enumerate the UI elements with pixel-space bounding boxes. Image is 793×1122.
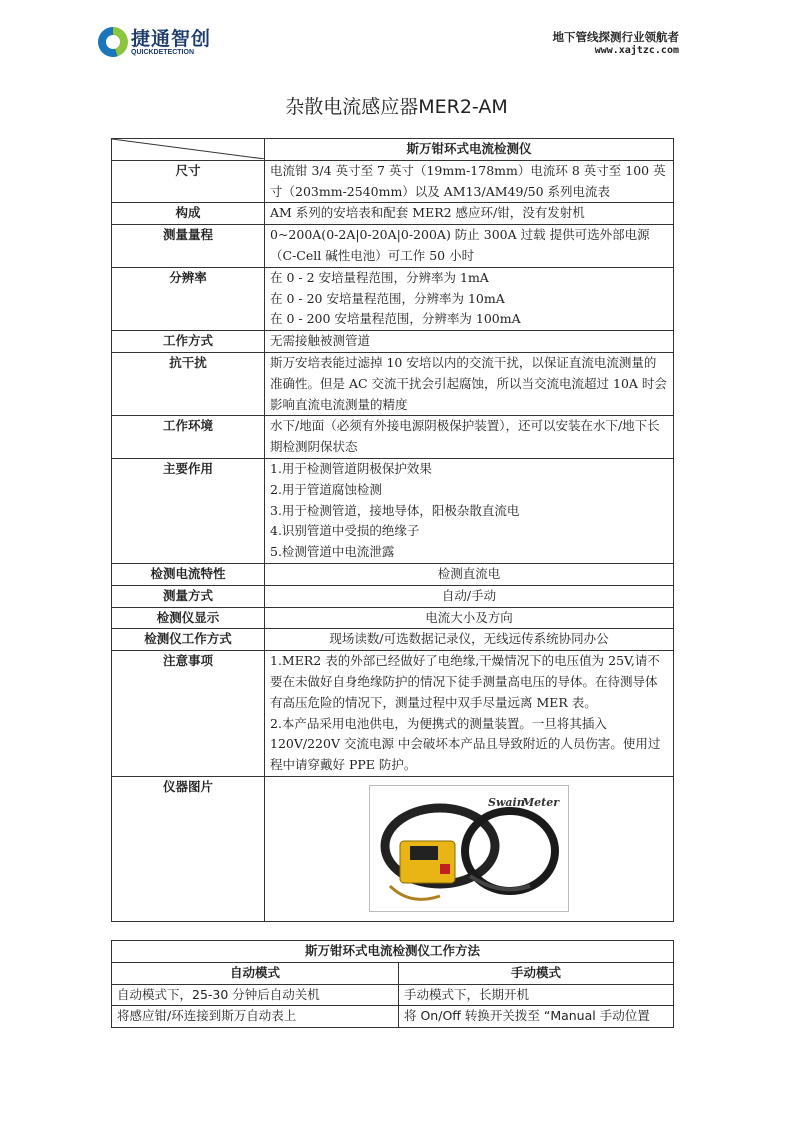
table-row <box>112 203 674 225</box>
value-line: 3.用于检测管道，接地导体，阳极杂散直流电 <box>270 502 520 518</box>
row-value <box>265 563 674 585</box>
header-auto-mode: 自动模式 <box>112 962 399 984</box>
row-label: 工作环境 <box>112 416 265 459</box>
value-line: 电流大小及方向 <box>425 609 513 625</box>
row-value <box>265 331 674 353</box>
cell: 将 On/Off 转换开关拨至 “Manual 手动位置 <box>399 1006 674 1028</box>
row-label: 检测仪显示 <box>112 607 265 629</box>
row-label: 主要作用 <box>112 458 265 563</box>
logo-en: QUICKDETECTION <box>131 48 194 56</box>
row-value <box>265 585 674 607</box>
table-row <box>112 458 674 563</box>
table-row <box>112 629 674 651</box>
table-row <box>112 776 674 921</box>
table-row <box>112 1006 674 1028</box>
value-line: 检测直流电 <box>437 565 501 581</box>
row-value <box>265 160 674 203</box>
value-line: 1.用于检测管道阴极保护效果 <box>270 460 432 476</box>
method-table-title: 斯万钳环式电流检测仪工作方法 <box>112 941 674 963</box>
table-row <box>112 160 674 203</box>
value-line: 2.用于管道腐蚀检测 <box>270 481 382 497</box>
table-row <box>112 352 674 415</box>
row-label: 仪器图片 <box>112 776 265 921</box>
row-label: 分辨率 <box>112 267 265 330</box>
value-line: 在 0 - 200 安培量程范围，分辨率为 100mA <box>270 311 521 327</box>
row-label: 检测仪工作方式 <box>112 629 265 651</box>
value-line: 2.本产品采用电池供电，为便携式的测量装置。一旦将其插入 120V/220V 交流电源 中会破坏本产品且导致附近的人员伤害。使用过程中请穿戴好 PPE 防护。 <box>270 715 661 773</box>
row-value <box>265 267 674 330</box>
table-row <box>112 585 674 607</box>
row-value <box>265 607 674 629</box>
value-line: AM 系列的安培表和配套 MER2 感应环/钳，没有发射机 <box>270 205 585 221</box>
row-value <box>265 225 674 268</box>
value-line: 1.MER2 表的外部已经做好了电绝缘,干燥情况下的电压值为 25V,请不要在未做好自身绝缘防护的情况下徒手测量高电压的导体。在待测导体有高压危险的情况下，测量过程中双手尽量远离 MER 表。 <box>270 653 660 710</box>
svg-text:Meter: Meter <box>522 795 560 809</box>
header-manual-mode: 手动模式 <box>399 962 674 984</box>
value-line: 在 0 - 20 安培量程范围，分辨率为 10mA <box>270 290 505 306</box>
row-label: 测量量程 <box>112 225 265 268</box>
logo-cn: 捷通智创 <box>131 27 212 50</box>
table-row <box>112 331 674 353</box>
slogan-text: 地下管线探测行业领航者 <box>552 30 679 44</box>
row-label: 测量方式 <box>112 585 265 607</box>
spec-table <box>111 138 674 922</box>
page-title: 杂散电流感应器MER2-AM <box>285 96 508 118</box>
row-value <box>265 629 674 651</box>
cell: 手动模式下，长期开机 <box>399 984 674 1006</box>
table-row <box>112 984 674 1006</box>
value-line: 4.识别管道中受损的绝缘子 <box>270 523 420 539</box>
header-slogan <box>553 31 680 57</box>
table-row <box>112 267 674 330</box>
row-label: 构成 <box>112 203 265 225</box>
diagonal-header-cell <box>112 139 265 161</box>
row-value <box>265 776 674 921</box>
cell: 将感应钳/环连接到斯万自动表上 <box>112 1006 399 1028</box>
value-line: 5.检测管道中电流泄露 <box>270 544 395 560</box>
cell: 自动模式下，25-30 分钟后自动关机 <box>112 984 399 1006</box>
value-line: 电流钳 3/4 英寸至 7 英寸（19mm-178mm）电流环 8 英寸至 100 英寸（203mm-2540mm）以及 AM13/AM49/50 系列电流表 <box>270 162 666 199</box>
row-label: 抗干扰 <box>112 352 265 415</box>
row-value <box>265 416 674 459</box>
website-url: www.xajtzc.com <box>594 45 679 56</box>
value-line: 斯万安培表能过滤掉 10 安培以内的交流干扰，以保证直流电流测量的准确性。但是 AC 交流干扰会引起腐蚀，所以当交流电流超过 10A 时会影响直流电流测量的精度 <box>270 354 667 412</box>
row-value <box>265 651 674 777</box>
table-row <box>112 416 674 459</box>
table-row <box>112 651 674 777</box>
row-label: 尺寸 <box>112 160 265 203</box>
row-value <box>265 203 674 225</box>
company-logo <box>98 27 211 57</box>
row-value <box>265 352 674 415</box>
value-line: 现场读数/可选数据记录仪，无线远传系统协同办公 <box>329 631 609 647</box>
row-label: 工作方式 <box>112 331 265 353</box>
value-line: 无需接触被测管道 <box>270 333 371 349</box>
table-row <box>112 225 674 268</box>
column-header: 斯万钳环式电流检测仪 <box>265 139 674 161</box>
value-line: 自动/手动 <box>441 587 497 603</box>
svg-text:Swain: Swain <box>488 795 525 809</box>
value-line: 水下/地面（必须有外接电源阴极保护装置），还可以安装在水下/地下长期检测阴保状态 <box>270 418 660 455</box>
row-value <box>265 458 674 563</box>
value-line: 在 0 - 2 安培量程范围，分辨率为 1mA <box>270 269 489 285</box>
value-line: 0~200A(0-2A|0-20A|0-200A) 防止 300A 过载 提供可选外部电源（C-Cell 碱性电池）可工作 50 小时 <box>270 227 650 263</box>
instrument-photo <box>369 785 569 912</box>
row-label: 检测电流特性 <box>112 563 265 585</box>
table-row <box>112 607 674 629</box>
method-table <box>111 940 674 1028</box>
table-row <box>112 563 674 585</box>
logo-icon <box>98 27 128 57</box>
row-label: 注意事项 <box>112 651 265 777</box>
